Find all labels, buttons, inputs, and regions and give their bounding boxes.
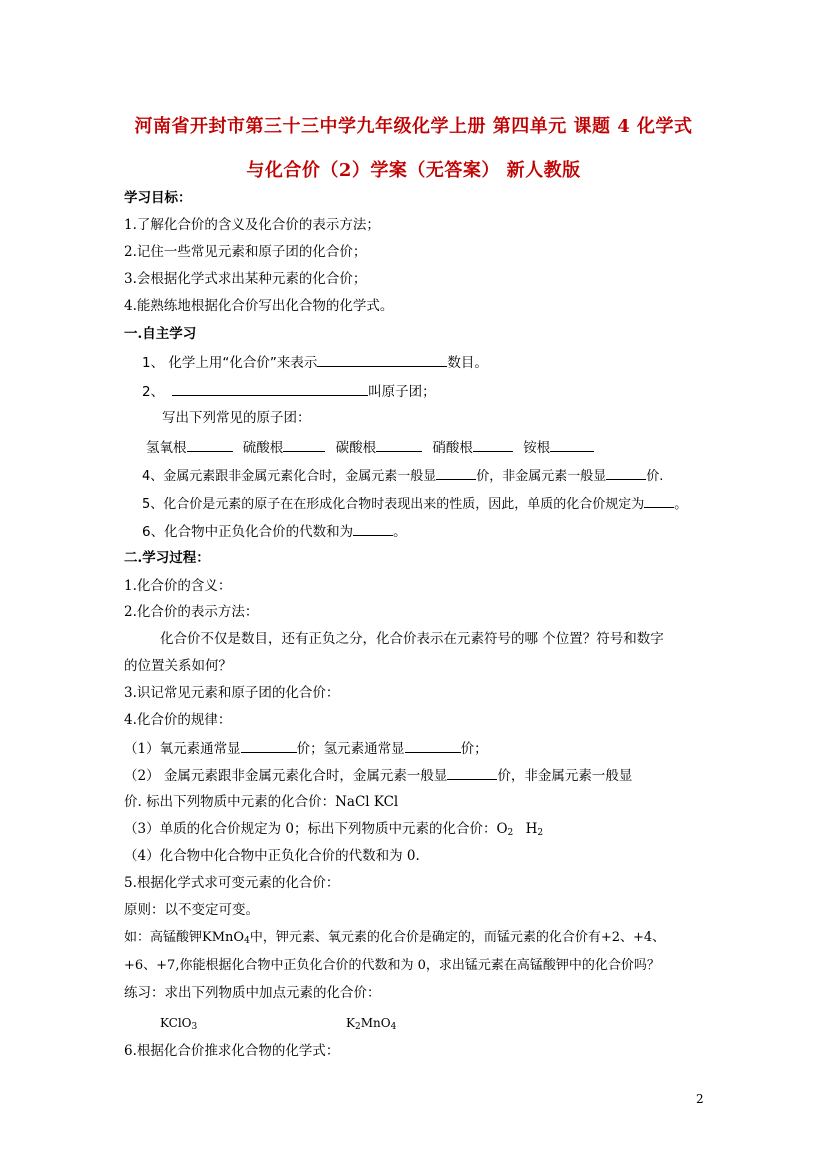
blank <box>172 381 368 396</box>
formula-k2mno4: $K_2MnO_4$ <box>346 1016 397 1032</box>
question-4-text: 4、金属元素跟非金属元素化合时，金属元素一般显 <box>142 469 437 484</box>
radical-ammonium: 铵根 <box>523 440 551 456</box>
blank <box>447 765 497 780</box>
principle: 原则：以不变定可变。 <box>124 902 259 918</box>
practice: 练习：求出下列物质中加点元素的化合价： <box>124 985 381 1001</box>
blank <box>241 738 297 753</box>
rule-1-text: 价； <box>460 741 488 757</box>
example-text: 中，钾元素、氧元素的化合价是确定的，而锰元素的化合价有+2、+4、 <box>249 930 666 945</box>
section2-item-1: 1.化合价的含义： <box>124 578 232 594</box>
rule-2-text: 价，非金属元素一般显 <box>497 768 633 784</box>
goal-item: 4.能熟练地根据化合价写出化合物的化学式。 <box>124 298 394 314</box>
section1-heading: 一.自主学习 <box>124 326 197 342</box>
blank <box>644 493 674 508</box>
blank <box>283 437 325 452</box>
section2-heading: 二.学习过程： <box>124 550 210 566</box>
formula-h2: $H_2$ <box>525 821 544 838</box>
rule-2-cont: 价. 标出下列物质中元素的化合价：NaCl KCl <box>124 794 399 810</box>
formula-kmno4: KMnO$_4$ <box>202 930 250 946</box>
blank <box>550 437 594 452</box>
question-4 <box>142 465 663 487</box>
radical-nitrate: 硝酸根 <box>432 440 473 456</box>
question-1 <box>142 352 488 373</box>
question-4-text: 价. <box>646 469 664 484</box>
blank <box>436 465 476 480</box>
question-6 <box>142 521 407 542</box>
blank <box>376 437 422 452</box>
document-title-line2: 与化合价（2）学案（无答案） 新人教版 <box>246 160 581 181</box>
section2-item-2: 2.化合价的表示方法： <box>124 604 259 620</box>
goal-item: 2.记住一些常见元素和原子团的化合价； <box>124 244 367 260</box>
question-2-prefix: 2、 <box>142 384 165 400</box>
blank <box>405 738 461 753</box>
formula-o2: $O_2$ <box>496 821 514 838</box>
section2-item-4: 4.化合价的规律： <box>124 712 232 728</box>
blank <box>317 352 447 367</box>
blank <box>187 437 233 452</box>
section2-item-2-body: 的位置关系如何？ <box>124 658 232 674</box>
example-text: 如：高锰酸钾 <box>124 930 203 945</box>
goals-heading: 学习目标： <box>124 190 192 206</box>
rule-1-text: （1）氧元素通常显 <box>124 741 241 757</box>
question-1-suffix: 数目。 <box>447 355 488 371</box>
goal-item: 1.了解化合价的含义及化合价的表示方法； <box>124 217 380 233</box>
formula-kclo3: KClO$_3$ <box>160 1016 198 1032</box>
rule-1-text: 价；氢元素通常显 <box>296 741 405 757</box>
question-5-text: 5、化合价是元素的原子在在形成化合物时表现出来的性质，因此，单质的化合价规定为 <box>142 497 645 512</box>
section2-item-5: 5.根据化学式求可变元素的化合价： <box>124 875 340 891</box>
radical-sulfate: 硫酸根 <box>242 440 284 456</box>
rule-3-text: （3）单质的化合价规定为 0；标出下列物质中元素的化合价： <box>124 821 497 837</box>
radical-carbonate: 碳酸根 <box>335 440 377 456</box>
question-6-text: 6、化合物中正负化合价的代数和为 <box>142 524 354 540</box>
blank <box>606 465 646 480</box>
question-2-suffix: 叫原子团； <box>368 384 436 400</box>
question-2 <box>142 381 436 402</box>
blank <box>473 437 513 452</box>
section2-item-2-body: 化合价不仅是数目，还有正负之分，化合价表示在元素符号的哪 个位置？符号和数字 <box>160 631 664 647</box>
question-5-end: 。 <box>674 497 688 512</box>
section2-item-3: 3.识记常见元素和原子团的化合价： <box>124 685 340 701</box>
radical-hydroxide: 氢氧根 <box>146 440 187 456</box>
blank <box>353 521 393 536</box>
question-5 <box>142 493 687 515</box>
rule-2-text: （2） 金属元素跟非金属元素化合时，金属元素一般显 <box>124 768 448 784</box>
goal-item: 3.会根据化学式求出某种元素的化合价； <box>124 271 367 287</box>
rule-4: （4）化合物中化合物中正负化合价的代数和为 0. <box>124 848 420 864</box>
question-1-prefix: 1、 化学上用“化合价”来表示 <box>142 355 318 371</box>
example-line-2: +6、+7,你能根据化合物中正负化合价的代数和为 0，求出锰元素在高锰酸钾中的化合价吗？ <box>124 958 660 973</box>
rule-2 <box>124 765 632 786</box>
rule-1 <box>124 738 488 759</box>
radical-list <box>146 437 594 458</box>
question-4-text: 价，非金属元素一般显 <box>476 469 607 484</box>
rule-3 <box>124 819 543 843</box>
question-2-sub: 写出下列常见的原子团： <box>162 410 311 426</box>
section2-item-6: 6.根据化合价推求化合物的化学式： <box>124 1043 340 1059</box>
page-number: 2 <box>696 1092 704 1106</box>
example-line-1 <box>124 928 665 951</box>
question-6-end: 。 <box>393 524 407 540</box>
document-title-line1: 河南省开封市第三十三中学九年级化学上册 第四单元 课题 4 化学式 <box>134 116 693 137</box>
